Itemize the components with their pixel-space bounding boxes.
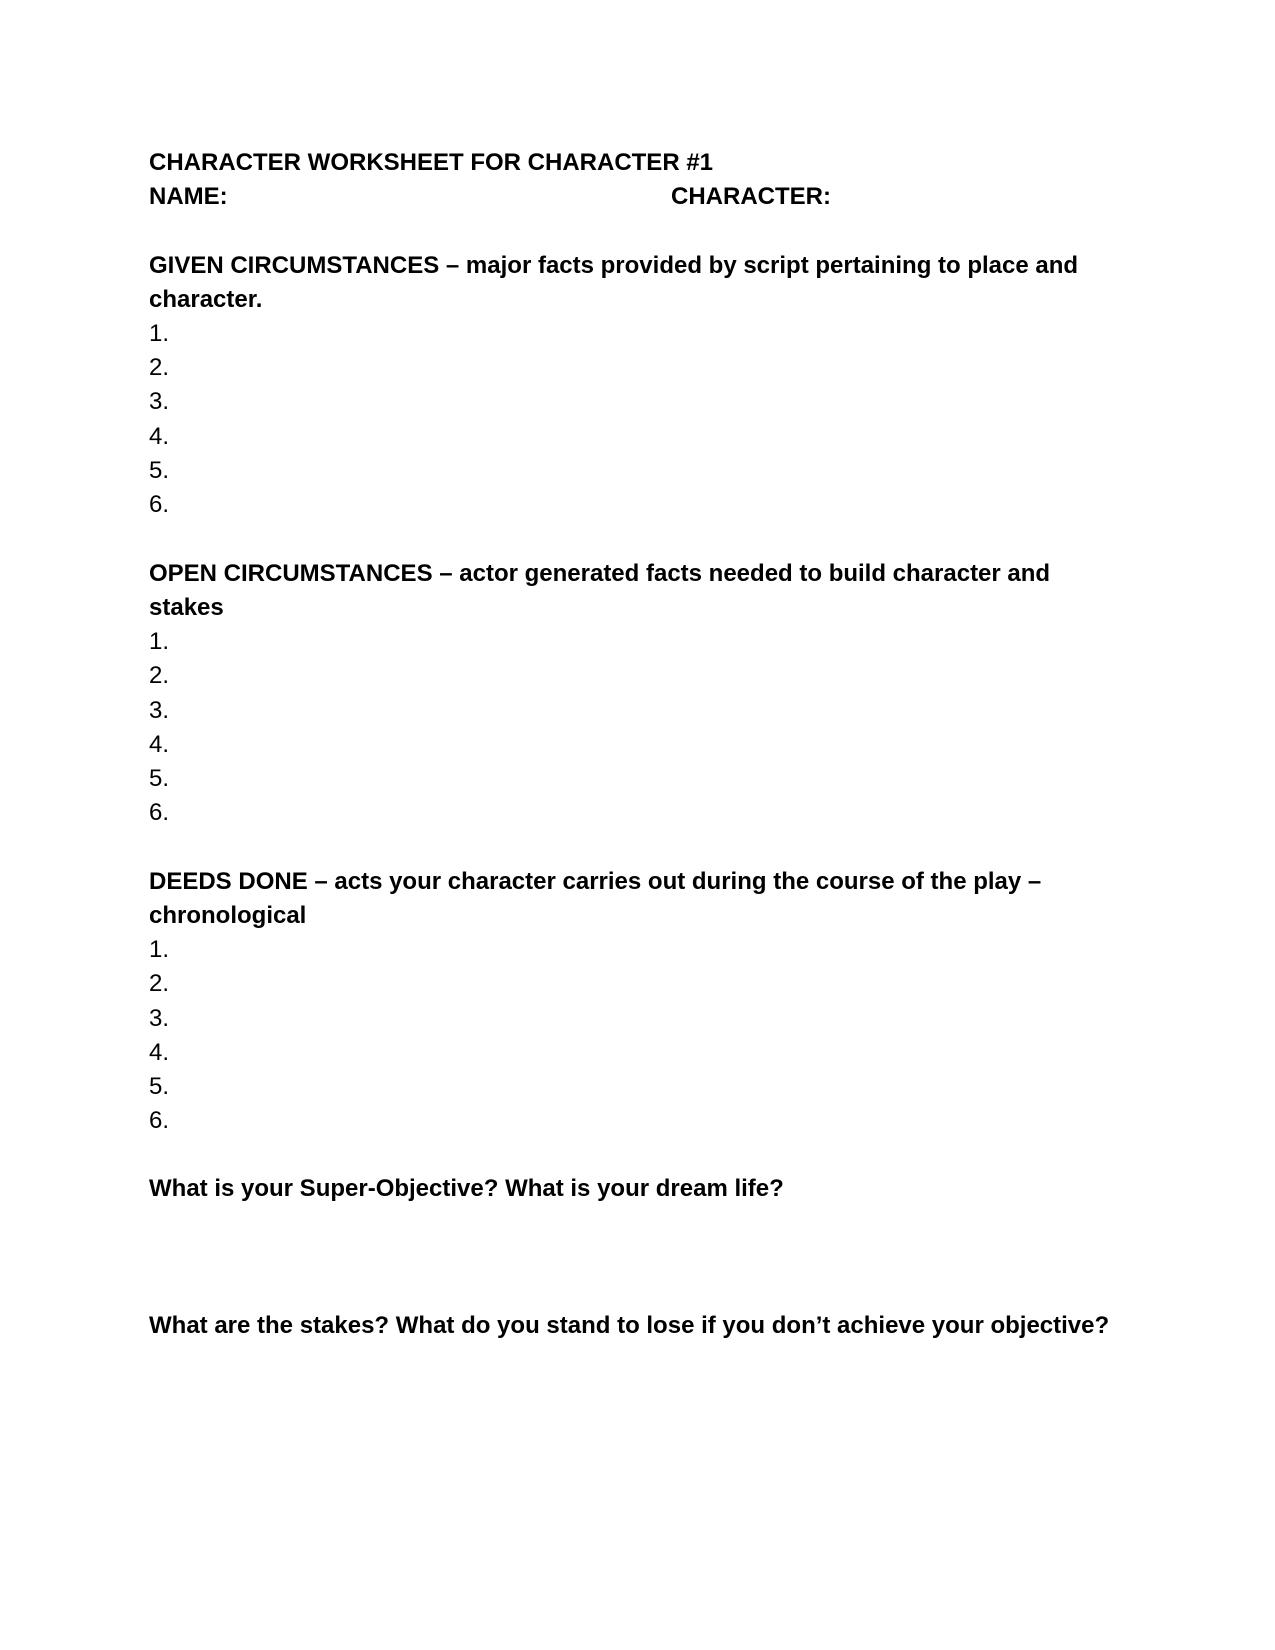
worksheet-content bbox=[149, 146, 1129, 1343]
deeds-done-section bbox=[149, 865, 1129, 1138]
page-title: CHARACTER WORKSHEET FOR CHARACTER #1 bbox=[149, 149, 714, 176]
list-item: 1. bbox=[149, 320, 170, 347]
stakes-question: What are the stakes? What do you stand to lose if you don’t achieve your objective? bbox=[149, 1312, 1110, 1340]
list-item: 3. bbox=[149, 388, 170, 416]
list-item: 5. bbox=[149, 1073, 170, 1100]
list-item: 2. bbox=[149, 354, 170, 382]
given-circumstances-heading: GIVEN CIRCUMSTANCES – major facts provided by script pertaining to place and character. bbox=[149, 252, 1079, 313]
given-circumstances-list bbox=[149, 317, 1129, 522]
list-item: 2. bbox=[149, 970, 170, 998]
list-item: 5. bbox=[149, 764, 170, 792]
list-item: 2. bbox=[149, 662, 170, 690]
deeds-done-list bbox=[149, 933, 1129, 1138]
list-item: 3. bbox=[149, 1004, 170, 1032]
list-item: 6. bbox=[149, 490, 170, 518]
list-item: 4. bbox=[149, 1038, 170, 1066]
list-item: 4. bbox=[149, 730, 170, 758]
list-item: 3. bbox=[149, 696, 170, 724]
list-item: 6. bbox=[149, 799, 170, 827]
list-item: 1. bbox=[149, 936, 170, 964]
list-item: 6. bbox=[149, 1107, 170, 1135]
list-item: 5. bbox=[149, 456, 170, 484]
open-circumstances-heading: OPEN CIRCUMSTANCES – actor generated facts needed to build character and stakes bbox=[149, 560, 1051, 622]
open-circumstances-list bbox=[149, 625, 1129, 830]
given-circumstances-section bbox=[149, 249, 1129, 522]
open-circumstances-section bbox=[149, 557, 1129, 830]
name-label: NAME: bbox=[149, 183, 228, 210]
list-item: 1. bbox=[149, 628, 170, 656]
super-objective-question: What is your Super-Objective? What is your dream life? bbox=[149, 1175, 784, 1203]
character-label: CHARACTER: bbox=[671, 183, 831, 210]
list-item: 4. bbox=[149, 422, 170, 450]
deeds-done-heading: DEEDS DONE – acts your character carries out during the course of the play – chronological bbox=[149, 868, 1042, 930]
name-character-row bbox=[149, 180, 1129, 214]
